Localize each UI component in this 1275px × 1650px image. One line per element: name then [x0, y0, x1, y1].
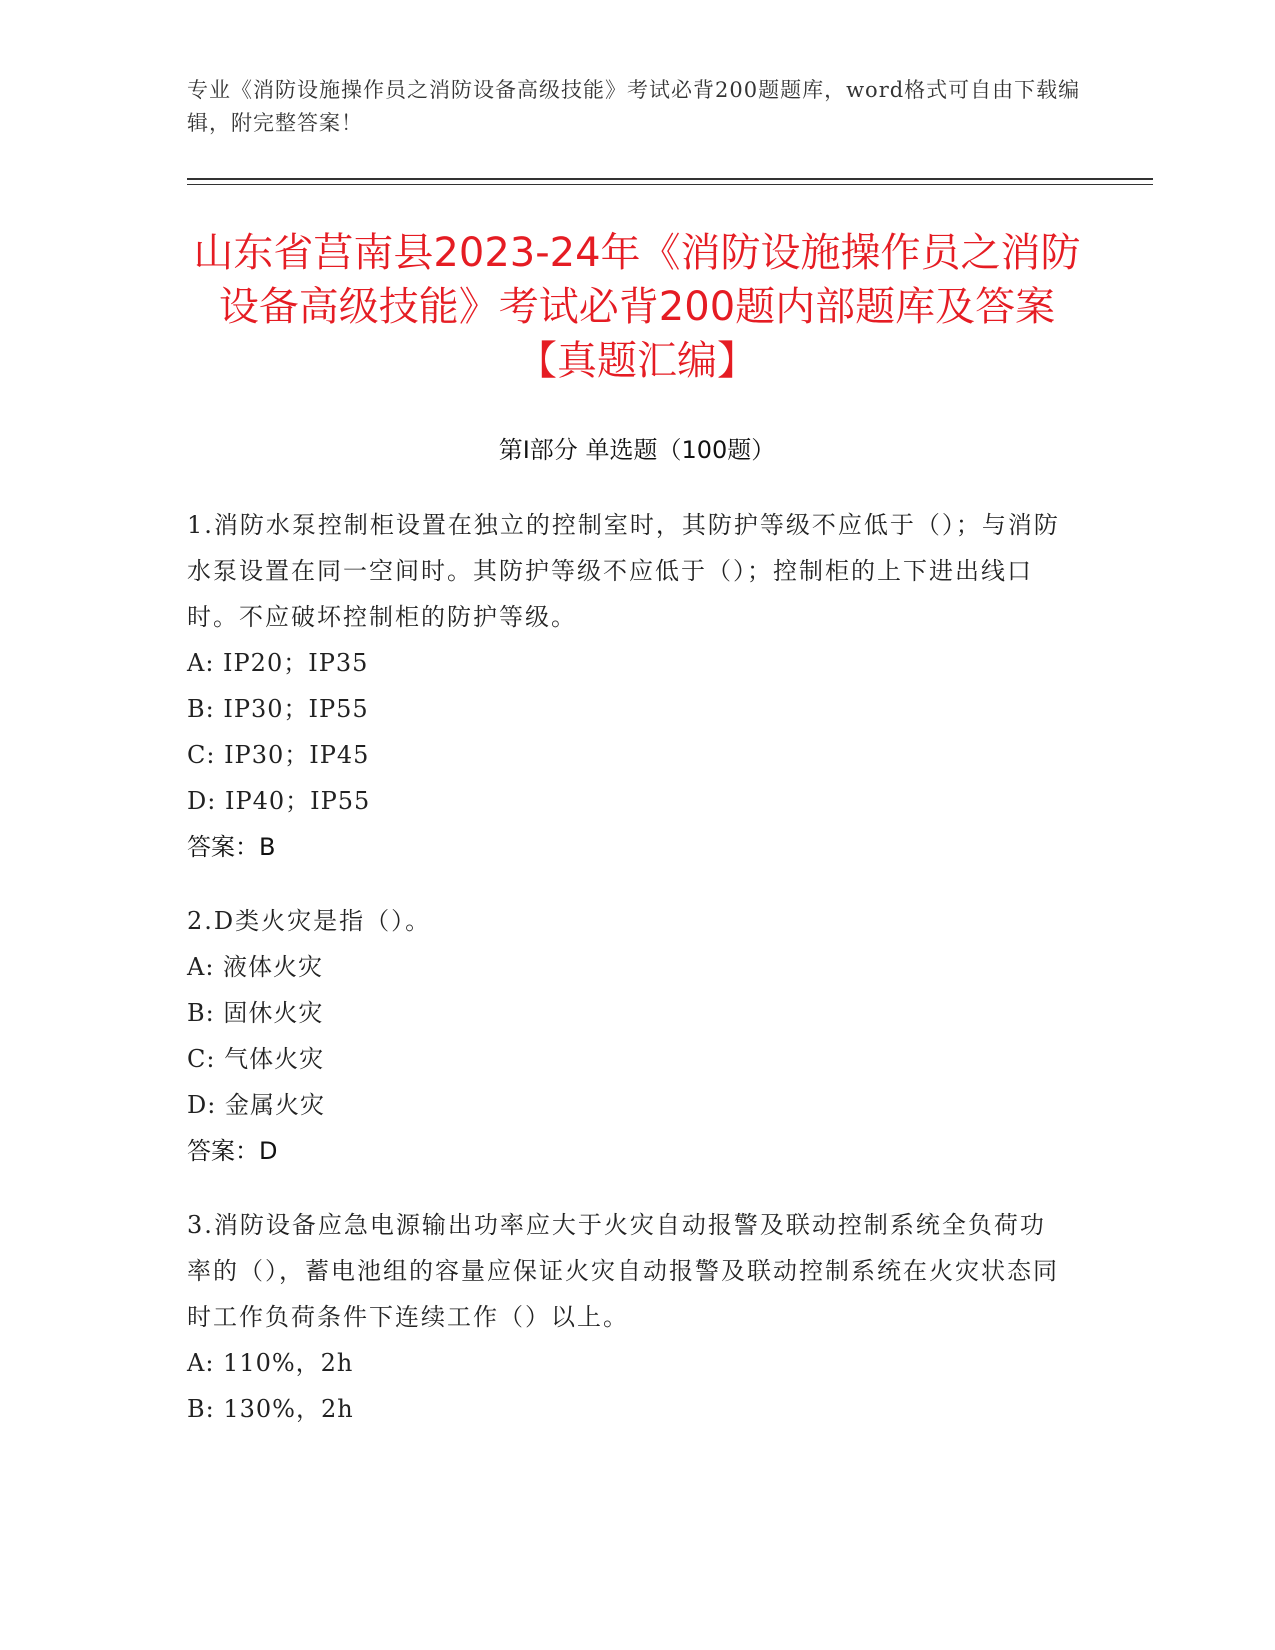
- option-d: D: IP40；IP55: [187, 787, 371, 815]
- answer: 答案：B: [187, 833, 276, 861]
- question-stem: 1.消防水泵控制柜设置在独立的控制室时，其防护等级不应低于（）；与消防水泵设置在同一空间时。其防护等级不应低于（）；控制柜的上下进出线口时。不应破坏控制柜的防护等级。: [187, 511, 1060, 631]
- answer: 答案：D: [187, 1137, 278, 1165]
- option-a: A: 110%，2h: [187, 1349, 354, 1377]
- question-3: [187, 1202, 1067, 1432]
- question-stem: 3.消防设备应急电源输出功率应大于火灾自动报警及联动控制系统全负荷功率的（），蓄电池组的容量应保证火灾自动报警及联动控制系统在火灾状态同时工作负荷条件下连续工作（）以上。: [187, 1211, 1059, 1331]
- section-heading: 第I部分 单选题（100题）: [498, 436, 776, 464]
- header-divider-thick: [187, 178, 1153, 180]
- option-b: B: 固休火灾: [187, 999, 324, 1027]
- option-c: C: IP30；IP45: [187, 741, 370, 769]
- option-a: A: 液体火灾: [187, 953, 324, 981]
- option-c: C: 气体火灾: [187, 1045, 325, 1073]
- question-2: [187, 898, 1067, 1174]
- header-divider-thin: [187, 184, 1153, 185]
- document-title: 山东省莒南县2023-24年《消防设施操作员之消防设备高级技能》考试必背200题内部题库及答案【真题汇编】: [193, 230, 1081, 384]
- question-stem: 2.D类火灾是指（）。: [187, 907, 432, 935]
- question-1: [187, 502, 1067, 870]
- option-b: B: IP30；IP55: [187, 695, 369, 723]
- header-note: 专业《消防设施操作员之消防设备高级技能》考试必背200题题库，word格式可自由下载编辑，附完整答案！: [187, 78, 1081, 135]
- option-d: D: 金属火灾: [187, 1091, 325, 1119]
- option-a: A: IP20；IP35: [187, 649, 369, 677]
- option-b: B: 130%，2h: [187, 1395, 354, 1423]
